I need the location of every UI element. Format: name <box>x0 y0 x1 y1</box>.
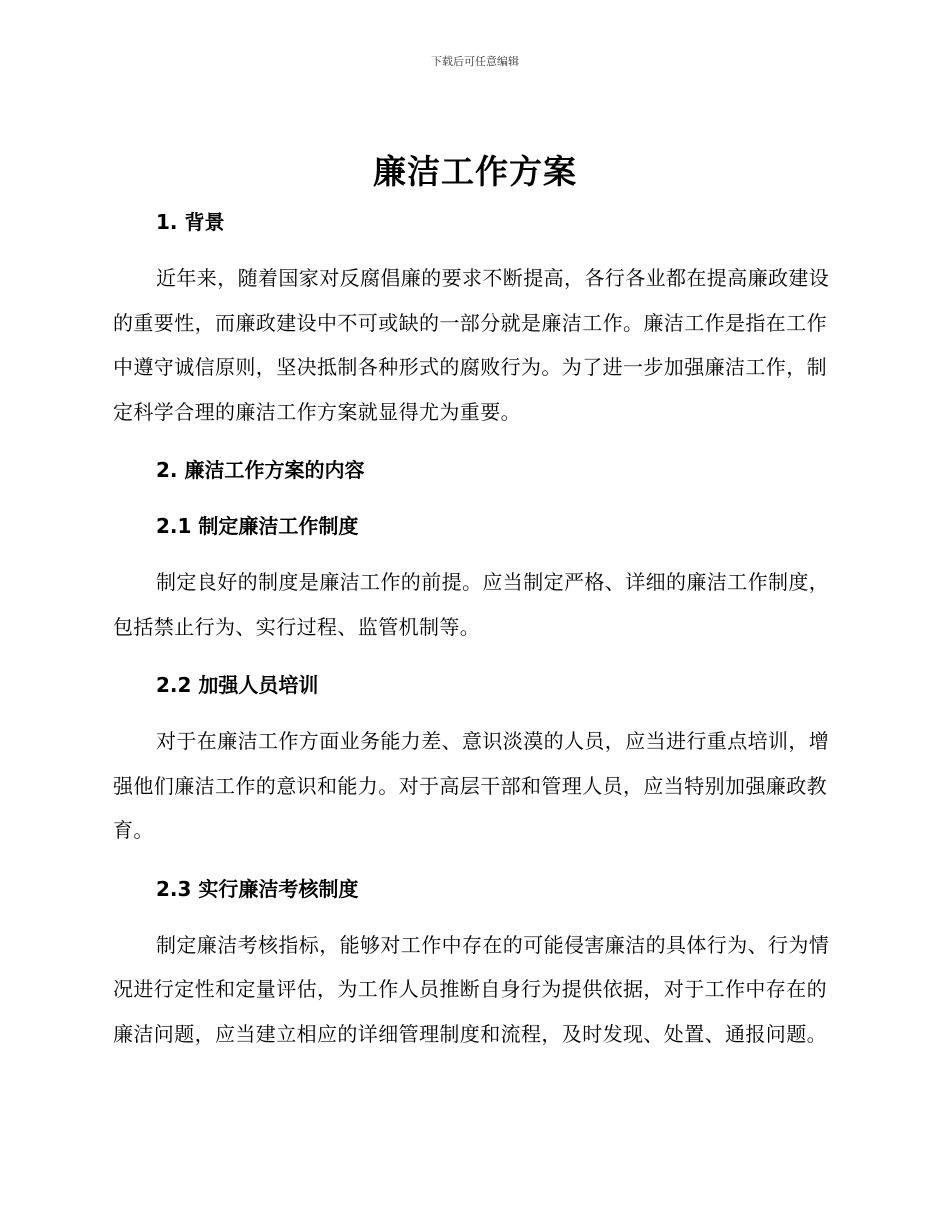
page-header: 下载后可任意编辑 <box>431 55 519 68</box>
section-heading-rules: 2.1 制定廉洁工作制度 <box>156 514 359 538</box>
document-title: 廉洁工作方案 <box>373 152 577 191</box>
section-paragraph-rules: 制定良好的制度是廉洁工作的前提。应当制定严格、详细的廉洁工作制度，包括禁止行为、实行过程、监管机制等。 <box>113 570 830 639</box>
section-heading-assessment: 2.3 实行廉洁考核制度 <box>156 876 359 901</box>
section-heading-training: 2.2 加强人员培训 <box>156 673 319 697</box>
section-heading-background: 1. 背景 <box>156 210 225 234</box>
section-paragraph-background: 近年来，随着国家对反腐倡廉的要求不断提高，各行各业都在提高廉政建设的重要性，而廉政建设中不可或缺的一部分就是廉洁工作。廉洁工作是指在工作中遵守诚信原则，坚决抵制各种形式的腐败行为。为了进一步加强廉洁工作，制定科学合理的廉洁工作方案就显得尤为重要。 <box>113 266 830 424</box>
section-heading-plan-content: 2. 廉洁工作方案的内容 <box>156 458 365 482</box>
section-paragraph-assessment: 制定廉洁考核指标，能够对工作中存在的可能侵害廉洁的具体行为、行为情况进行定性和定量评估，为工作人员推断自身行为提供依据，对于工作中存在的廉洁问题，应当建立相应的详细管理制度和流程，及时发现、处置、通报问题。 <box>113 932 830 1046</box>
document-body <box>113 200 833 1056</box>
section-paragraph-training: 对于在廉洁工作方面业务能力差、意识淡漠的人员，应当进行重点培训，增强他们廉洁工作的意识和能力。对于高层干部和管理人员，应当特别加强廉政教育。 <box>113 729 830 842</box>
